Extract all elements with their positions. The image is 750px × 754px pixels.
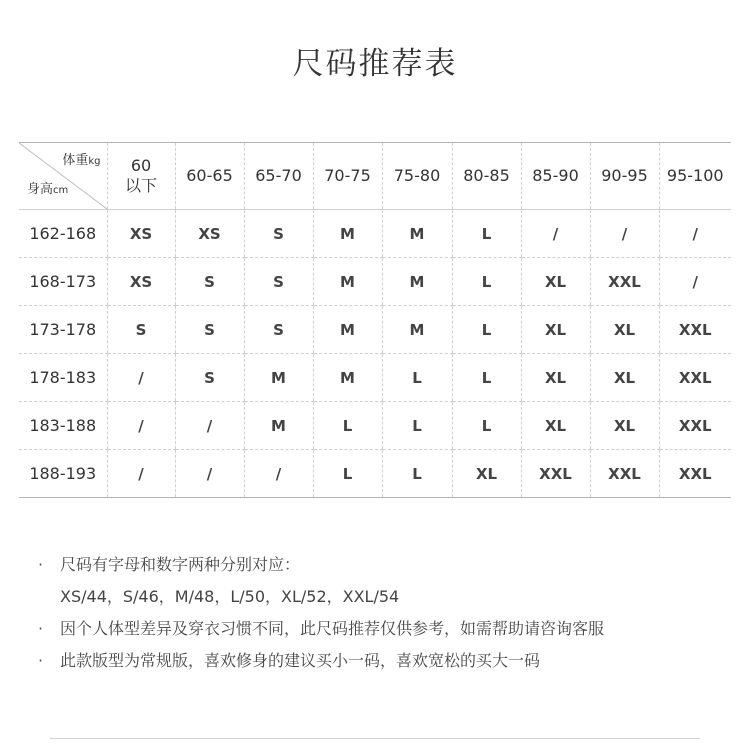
column-header-weight: 80-85 xyxy=(452,143,521,210)
size-cell: L xyxy=(452,258,521,306)
note-text: 因个人体型差异及穿衣习惯不同，此尺码推荐仅供参考，如需帮助请咨询客服 xyxy=(60,619,605,638)
height-axis-label: 身高cm xyxy=(27,182,69,197)
size-cell: / xyxy=(521,210,590,258)
size-cell: / xyxy=(175,402,244,450)
table-header-row xyxy=(19,143,731,210)
size-cell: / xyxy=(590,210,659,258)
page-title: 尺码推荐表 xyxy=(292,46,458,82)
column-header-weight: 60 以下 xyxy=(107,143,175,210)
table-row xyxy=(19,450,731,498)
row-header-height: 162-168 xyxy=(19,210,107,258)
size-cell: / xyxy=(244,450,313,498)
note-text: 此款版型为常规版，喜欢修身的建议买小一码，喜欢宽松的买大一码 xyxy=(60,651,541,670)
size-cell: L xyxy=(382,354,452,402)
size-cell: XXL xyxy=(521,450,590,498)
row-header-height: 183-188 xyxy=(19,402,107,450)
column-header-weight: 70-75 xyxy=(313,143,382,210)
note-item xyxy=(38,553,718,585)
size-cell: L xyxy=(382,450,452,498)
size-cell: / xyxy=(107,450,175,498)
row-header-height: 173-178 xyxy=(19,306,107,354)
size-cell: M xyxy=(313,258,382,306)
size-notes xyxy=(38,553,718,681)
size-cell: XL xyxy=(521,354,590,402)
size-cell: L xyxy=(452,210,521,258)
size-cell: XL xyxy=(521,258,590,306)
size-cell: M xyxy=(382,258,452,306)
bullet-icon: · xyxy=(38,651,44,670)
column-header-weight: 85-90 xyxy=(521,143,590,210)
column-header-weight: 65-70 xyxy=(244,143,313,210)
bottom-divider xyxy=(50,738,700,739)
size-cell: S xyxy=(175,306,244,354)
size-cell: XS xyxy=(107,210,175,258)
size-recommendation-table xyxy=(19,142,731,498)
size-cell: M xyxy=(313,210,382,258)
size-cell: M xyxy=(244,354,313,402)
column-header-weight: 90-95 xyxy=(590,143,659,210)
table-row xyxy=(19,258,731,306)
size-cell: / xyxy=(175,450,244,498)
column-header-weight: 95-100 xyxy=(659,143,731,210)
size-cell: S xyxy=(175,354,244,402)
size-cell: S xyxy=(244,258,313,306)
note-text: 尺码有字母和数字两种分别对应： xyxy=(60,555,301,574)
size-cell: / xyxy=(659,210,731,258)
size-cell: S xyxy=(175,258,244,306)
size-cell: XXL xyxy=(659,306,731,354)
note-item xyxy=(38,617,718,649)
size-cell: XXL xyxy=(590,450,659,498)
size-cell: L xyxy=(313,450,382,498)
size-cell: XL xyxy=(521,402,590,450)
table-row xyxy=(19,354,731,402)
column-header-weight: 75-80 xyxy=(382,143,452,210)
size-cell: L xyxy=(452,402,521,450)
row-header-height: 178-183 xyxy=(19,354,107,402)
size-cell: L xyxy=(452,354,521,402)
size-cell: XL xyxy=(452,450,521,498)
row-header-height: 188-193 xyxy=(29,464,97,483)
size-cell: / xyxy=(107,402,175,450)
size-cell: S xyxy=(244,306,313,354)
size-cell: XL xyxy=(590,306,659,354)
size-cell: XL xyxy=(590,402,659,450)
size-cell: M xyxy=(313,306,382,354)
size-cell: M xyxy=(313,354,382,402)
size-cell: / xyxy=(659,258,731,306)
size-cell: M xyxy=(382,306,452,354)
size-cell: S xyxy=(107,306,175,354)
size-cell: XXL xyxy=(659,450,731,498)
weight-axis-label: 体重kg xyxy=(62,153,101,168)
note-size-mapping: XS/44，S/46，M/48，L/50，XL/52，XXL/54 xyxy=(60,587,400,606)
note-item xyxy=(38,649,718,681)
size-cell: XXL xyxy=(659,402,731,450)
row-header-height: 168-173 xyxy=(19,258,107,306)
size-cell: XS xyxy=(175,210,244,258)
size-cell: L xyxy=(313,402,382,450)
size-cell: XXL xyxy=(590,258,659,306)
column-header-weight: 60-65 xyxy=(175,143,244,210)
bullet-icon: · xyxy=(38,619,44,638)
size-cell: M xyxy=(244,402,313,450)
size-cell: S xyxy=(244,210,313,258)
bullet-icon: · xyxy=(38,555,44,574)
table-row xyxy=(19,210,731,258)
table-corner-cell xyxy=(19,143,107,210)
table-row xyxy=(19,306,731,354)
size-cell: / xyxy=(107,354,175,402)
table-row xyxy=(19,402,731,450)
size-cell: L xyxy=(452,306,521,354)
size-cell: M xyxy=(382,210,452,258)
size-cell: XS xyxy=(107,258,175,306)
size-cell: XL xyxy=(590,354,659,402)
size-cell: L xyxy=(382,402,452,450)
size-cell: XXL xyxy=(659,354,731,402)
size-cell: XL xyxy=(521,306,590,354)
